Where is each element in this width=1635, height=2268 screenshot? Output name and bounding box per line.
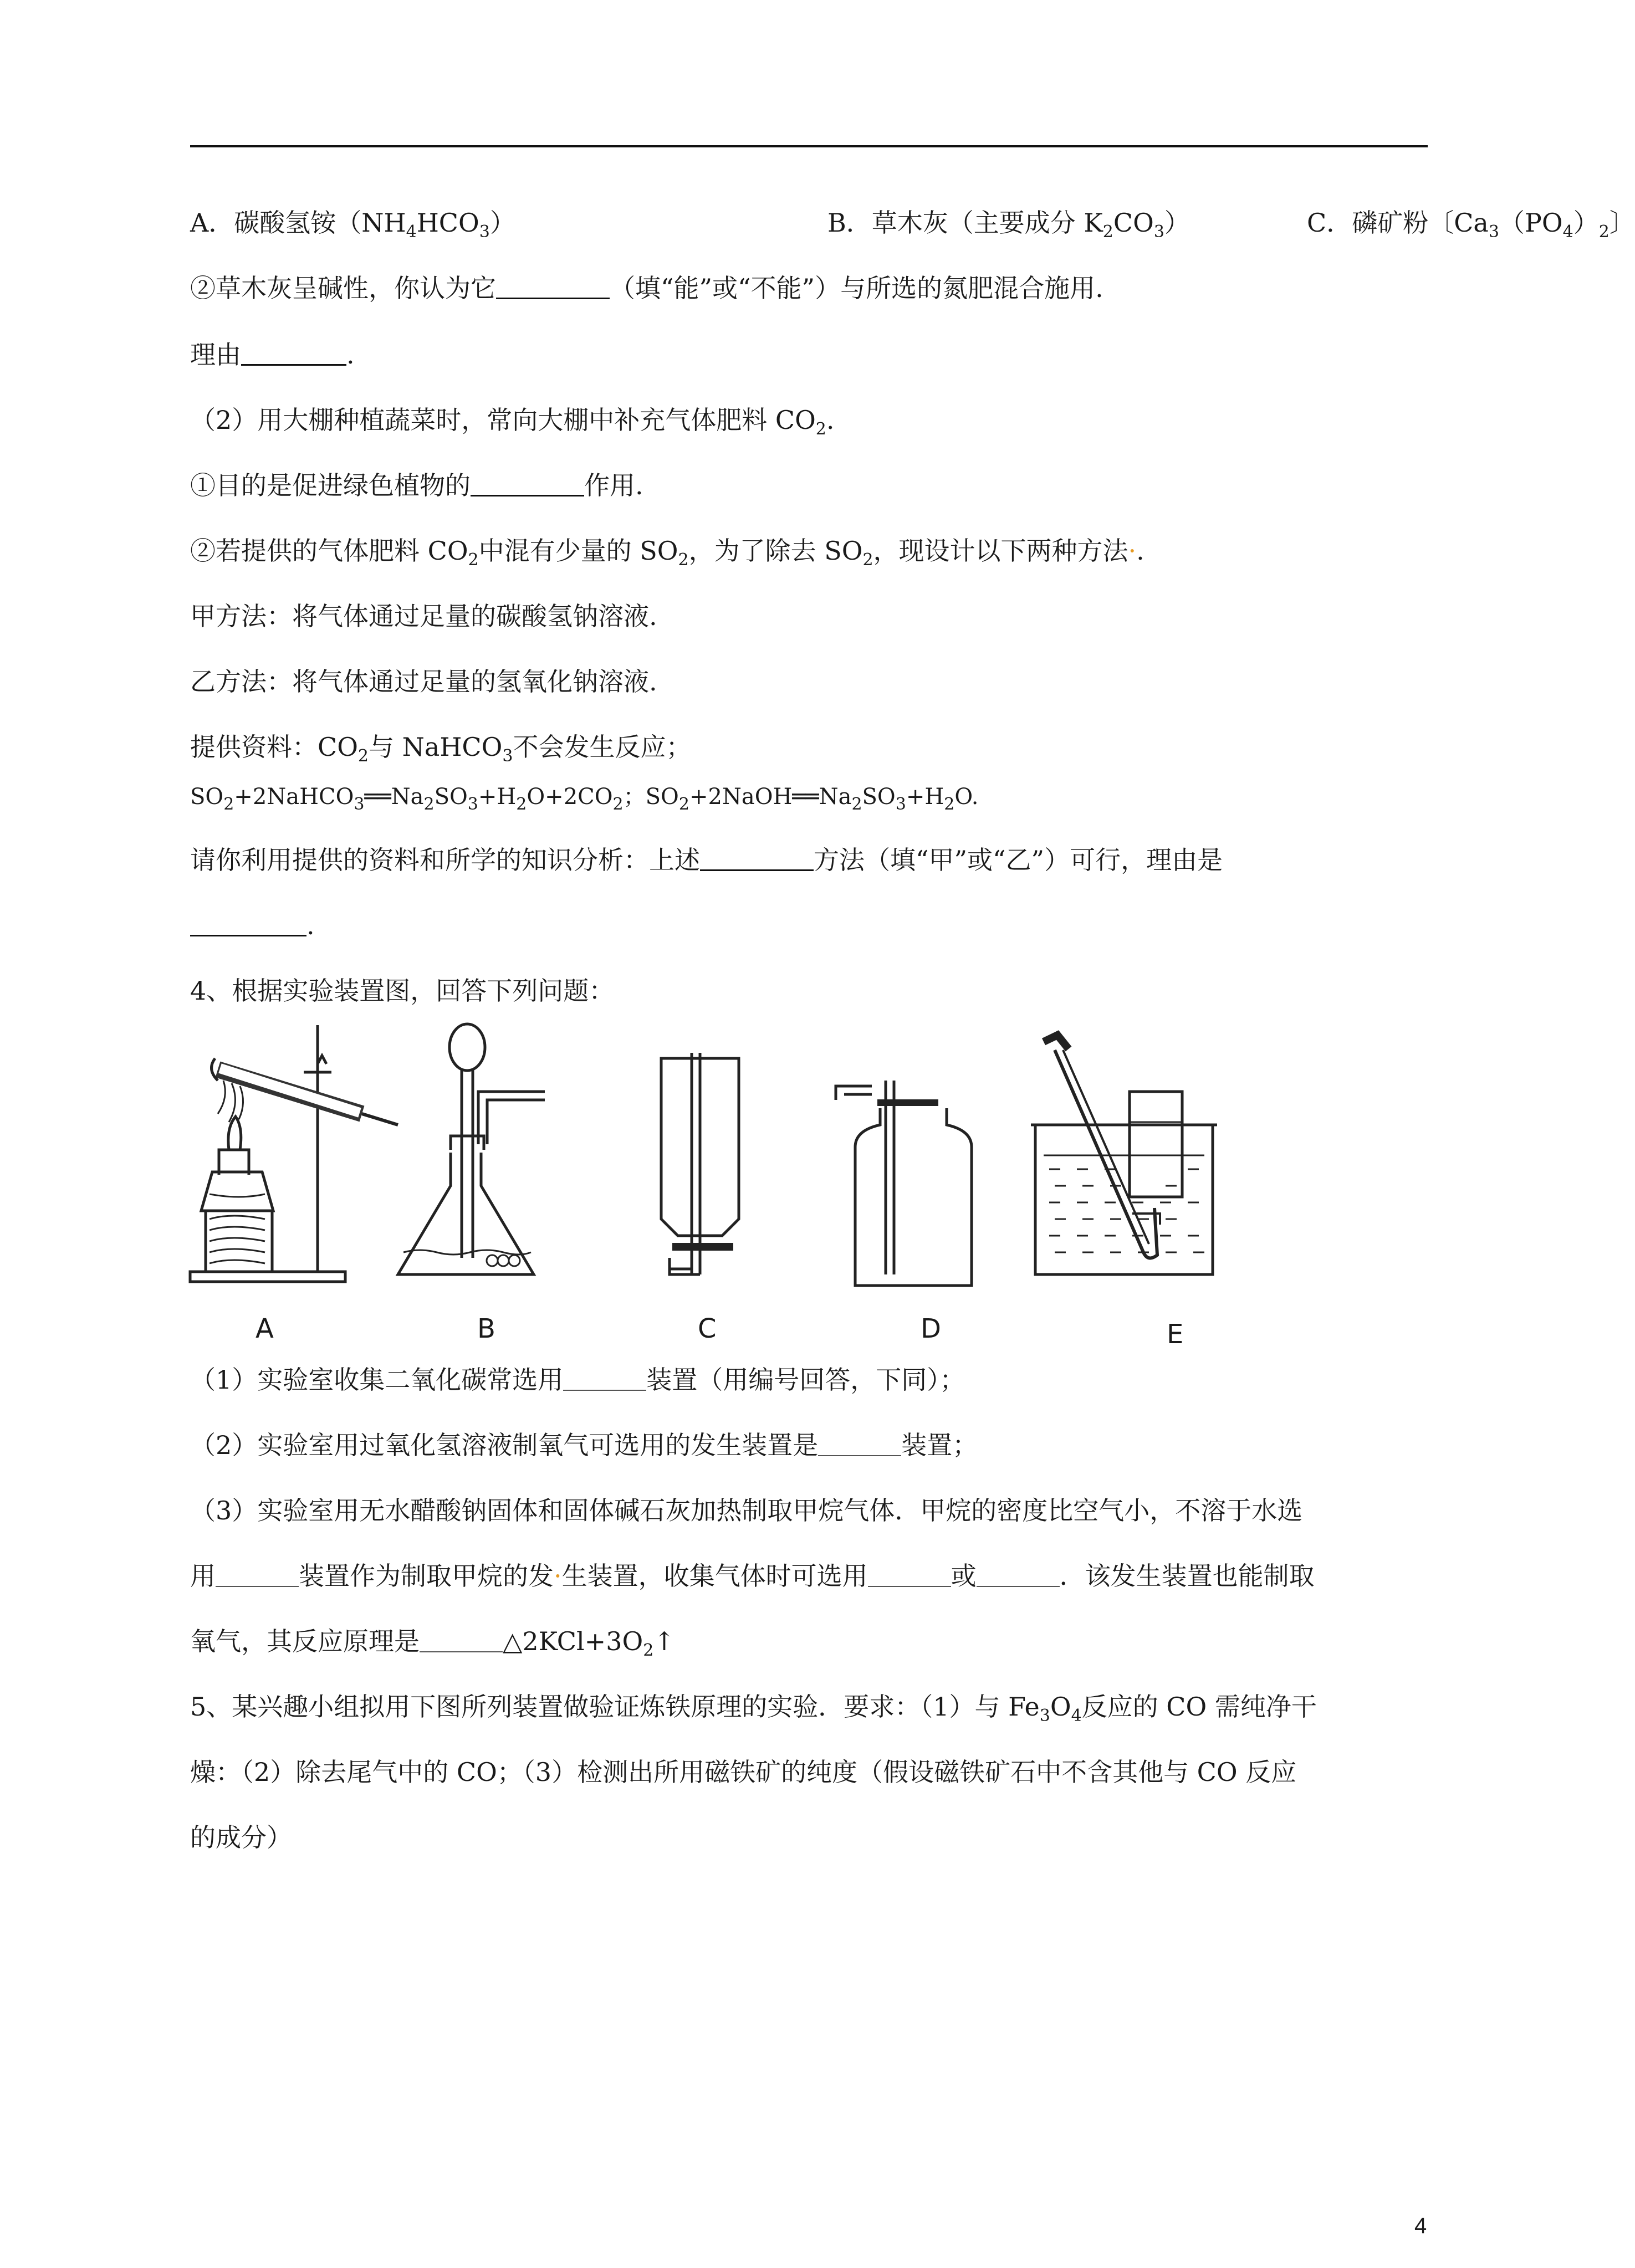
option-c: C．磷矿粉〔$Ca_3(PO_4)_2$〕 <box>1307 208 1635 242</box>
q3-line-11: 请你利用提供的资料和所学的知识分析：上述 方法（填“甲”或“乙”）可行，理由是 <box>190 845 1223 875</box>
apparatus-drawing <box>190 1020 1326 1308</box>
fertilizer-options <box>190 206 1635 242</box>
answer-blank[interactable] <box>868 1562 951 1587</box>
answer-blank[interactable] <box>471 470 584 496</box>
q3-line-9: 提供资料：$CO_2$与 NaHCO$_3$不会发生反应； <box>190 732 692 766</box>
q4-part-3-line-2: 用 装置作为制取甲烷的发·生装置，收集气体时可选用 或 ．该发生装置也能制取 <box>190 1561 1315 1591</box>
answer-blank[interactable] <box>241 340 346 366</box>
q5-line-3: 的成分） <box>190 1822 292 1852</box>
q3-line-6: ②若提供的气体肥料 $CO_2$中混有少量的 $SO_2$，为了除去 $SO_2$，现设计以下两种方法·. <box>190 536 1144 570</box>
label-a: A <box>256 1313 274 1344</box>
q3-line-7: 甲方法：将气体通过足量的碳酸氢钠溶液. <box>190 601 657 631</box>
q4-part-1: （1）实验室收集二氧化碳常选用 装置（用编号回答，下同）； <box>190 1365 965 1395</box>
answer-blank[interactable] <box>563 1365 646 1391</box>
answer-blank[interactable] <box>977 1562 1060 1587</box>
q4-part-2: （2）实验室用过氧化氢溶液制氧气可选用的发生装置是 装置； <box>190 1430 978 1460</box>
answer-blank[interactable] <box>216 1562 299 1587</box>
label-e: E <box>1167 1319 1184 1350</box>
apparatus-b <box>398 1024 545 1274</box>
q4-title: 4、根据实验装置图，回答下列问题： <box>190 976 615 1006</box>
page-number: 4 <box>1414 2214 1427 2238</box>
q3-line-2: ②草木灰呈碱性，你认为它 （填“能”或“不能”）与所选的氮肥混合施用. <box>190 273 1103 303</box>
q5-line-1: 5、某兴趣小组拟用下图所列装置做验证炼铁原理的实验．要求：（1）与 $Fe_3O_4$反应的 CO 需纯净干 <box>190 1692 1317 1726</box>
q3-line-12: . <box>190 909 315 942</box>
header-rule <box>190 145 1428 147</box>
apparatus-a <box>190 1025 398 1282</box>
apparatus-e <box>1031 1035 1217 1274</box>
answer-blank[interactable] <box>420 1627 503 1652</box>
label-c: C <box>698 1313 717 1344</box>
q4-part-3-line-1: （3）实验室用无水醋酸钠固体和固体碱石灰加热制取甲烷气体．甲烷的密度比空气小，不溶于水选 <box>190 1496 1303 1525</box>
option-a: A．碳酸氢铵$(NH_4HCO_3)$ <box>190 208 515 242</box>
q3-line-4: （2）用大棚种植蔬菜时，常向大棚中补充气体肥料 $CO_2$. <box>190 405 835 439</box>
apparatus-c <box>661 1053 739 1274</box>
answer-blank[interactable] <box>190 910 306 936</box>
label-b: B <box>477 1313 495 1344</box>
q5-line-2: 燥：（2）除去尾气中的 CO；（3）检测出所用磁铁矿的纯度（假设磁铁矿石中不含其他与 CO 反应 <box>190 1757 1297 1787</box>
q3-line-8: 乙方法：将气体通过足量的氢氧化钠溶液. <box>190 667 657 697</box>
q3-line-5: ①目的是促进绿色植物的 作用. <box>190 470 643 500</box>
answer-blank[interactable] <box>496 273 610 299</box>
apparatus-d <box>836 1081 972 1286</box>
q4-part-3-line-3: 氧气，其反应原理是 $\triangle 2KCl+3O_2↑$ <box>190 1626 675 1660</box>
q3-line-3: 理由 . <box>190 340 355 370</box>
label-d: D <box>921 1313 941 1344</box>
apparatus-figure <box>190 1020 1326 1363</box>
option-b: B．草木灰（主要成分 $K_2CO_3$） <box>827 208 1190 242</box>
answer-blank[interactable] <box>700 845 814 871</box>
q3-equations: $SO_2+2NaHCO_3══Na_2SO_3+H_2O+2CO_2$；$SO_2+2NaOH══Na_2SO_3+H_2O$. <box>190 784 979 814</box>
answer-blank[interactable] <box>818 1431 901 1456</box>
